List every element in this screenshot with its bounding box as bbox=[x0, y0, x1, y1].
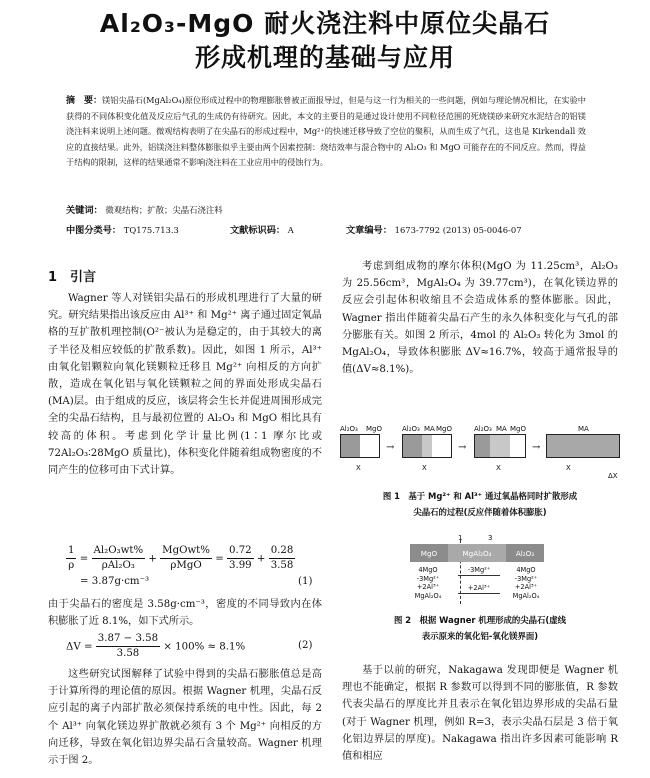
left-column-3 bbox=[48, 666, 322, 769]
doc-value: A bbox=[287, 225, 294, 235]
title-line-1: Al₂O₃-MgO 耐火浇注料中原位尖晶石 bbox=[99, 9, 551, 38]
eq1-v2-num: 0.28 bbox=[269, 544, 296, 559]
eq1-lhs-num: 1 bbox=[66, 544, 76, 559]
eq1-lhs-den: ρ bbox=[68, 560, 75, 571]
eq1-v1-num: 0.72 bbox=[227, 544, 254, 559]
section-heading: 1 引言 bbox=[48, 270, 97, 285]
fig1-label-mgo-3: MgO bbox=[510, 425, 526, 433]
eq2-den: 3.58 bbox=[116, 648, 140, 659]
fig2-top-3: 3 bbox=[488, 534, 493, 542]
fig2-arrow-left bbox=[458, 593, 500, 594]
left-column-2 bbox=[48, 596, 322, 630]
eq1-t2-den: ρMgO bbox=[170, 560, 202, 571]
paragraph-left-2: 由于尖晶石的密度是 3.58g·cm⁻³，密度的不同导致内在体积膨胀了近 8.1%，如下式所示。 bbox=[48, 599, 322, 628]
fig2-text-left: 4MgO -3Mg²⁺ +2Al³⁺ MgAl₂O₄ bbox=[414, 566, 442, 600]
fig2-text-right: 4MgO -3Mg²⁺ +2Al³⁺ MgAl₂O₄ bbox=[512, 566, 540, 600]
abstract-text: 镁铝尖晶石(MgAl₂O₄)原位形成过程中的物理膨胀曾被正面报导过，但是与这一行为相关的一些问题，例如与理论情况相比，在实验中获得的不同体积变化值及反应后气孔的生成仍有待研究。因此，本文的主要目的是通过设计使用不同粒径范围的死烧镁砂来研究水泥结合的铝镁浇注料来说明上述问题。微观结构表明了在尖晶石的形成过程中，Mg²⁺的快速迁移导致了空位的聚积，从而生成了气孔，这也是 Kirkendall 效应的直接结果。此外，铝镁浇注料整体膨胀似乎主要由两个因素控制：烧结效率与混合物中的 Al₂O₃ 和 MgO 可能存在的不同反应。然而，得益于结构的限制，这样的结果通常不影响浇注料在工业应用中的侵蚀行为。 bbox=[66, 95, 586, 167]
left-column bbox=[48, 290, 322, 542]
eq2-lhs: ΔV = bbox=[66, 641, 93, 653]
fig1-label-ma-3: MA bbox=[496, 425, 507, 433]
fig1-label-ma-2: MA bbox=[424, 425, 435, 433]
clc-number bbox=[66, 222, 179, 236]
fig2-top-1: 1 bbox=[458, 534, 463, 542]
fig1-x-4: X bbox=[566, 464, 571, 472]
fig2-cell-al: Al₂O₃ bbox=[506, 544, 544, 562]
keywords-text: 微观结构；扩散；尖晶石浇注料 bbox=[105, 205, 223, 215]
fig1-label-mgo-2: MgO bbox=[436, 425, 452, 433]
paragraph-left-3: 这些研究试图解释了试验中得到的尖晶石膨胀值总是高于计算所得的理论值的原因。根据 Wagner 机理，尖晶石反应引起的离子内部扩散必须保持系统的电中性。因此，每 2 个 Al³⁺ 向氧化镁边界扩散就必须有 3 个 Mg²⁺ 向相反的方向迁移，导致在氧化铝边界尖晶石含量较高。Wagner 机理示于图 2。 bbox=[48, 669, 322, 767]
fig1-label-al2o3-2: Al₂O₃ bbox=[402, 425, 420, 433]
right-column-2 bbox=[342, 662, 618, 765]
fig1-block-4 bbox=[546, 434, 620, 458]
eq1-v2-den: 3.58 bbox=[270, 560, 294, 571]
eq2-number: (2) bbox=[298, 640, 313, 651]
keywords bbox=[66, 202, 223, 216]
fig2-cell-mgo: MgO bbox=[410, 544, 448, 562]
fig1-arrow-2: → bbox=[458, 442, 467, 453]
fig1-caption-line-1: 图 1 基于 Mg²⁺ 和 Al³⁺ 通过氧晶格同时扩散形成 bbox=[382, 491, 578, 501]
eq1-t1-den: ρAl₂O₃ bbox=[101, 560, 135, 571]
eq1-t1-num: Al₂O₃wt% bbox=[92, 544, 146, 559]
abstract bbox=[66, 93, 586, 170]
fig1-block-3 bbox=[474, 434, 526, 458]
figure-2-caption bbox=[342, 612, 618, 644]
figure-1-caption bbox=[342, 488, 618, 520]
right-column bbox=[342, 258, 618, 378]
article-label: 文章编号： bbox=[346, 225, 392, 236]
doc-code bbox=[230, 222, 294, 236]
fig2-text-mid-bot: +2Al³⁺ bbox=[467, 584, 491, 592]
fig1-x-2: X bbox=[422, 464, 427, 472]
equation-1: $\frac{1}{\rho}$ = $\frac{\text{Al₂O₃wt\%}}{\text{ρAl₂O₃}}$ + $\frac{\text{MgOwt\%}}{\text{ρMgO}}$ = $\frac{0.72}{3.99}$ + $\frac{0.28}{3.58}$ bbox=[68, 545, 294, 571]
article-value: 1673-7792 (2013) 05-0046-07 bbox=[394, 225, 522, 235]
fig1-label-mgo-1: MgO bbox=[366, 425, 382, 433]
keywords-label: 关键词： bbox=[66, 205, 103, 216]
title-line-2: 形成机理的基础与应用 bbox=[194, 43, 455, 72]
fig1-label-al2o3-1: Al₂O₃ bbox=[340, 425, 358, 433]
eq2-num: 3.87 − 3.58 bbox=[96, 632, 160, 647]
abstract-label: 摘 要： bbox=[66, 96, 103, 106]
fig2-text-mid-top: -3Mg²⁺ bbox=[467, 566, 491, 574]
equation-2 bbox=[66, 632, 245, 661]
doc-label: 文献标识码： bbox=[230, 225, 286, 236]
paragraph-right-1: 考虑到组成物的摩尔体积(MgO 为 11.25cm³，Al₂O₃ 为 25.56cm³，MgAl₂O₄ 为 39.77cm³)，在氧化镁边界的反应会引起体积收缩且不会造成体系的整体膨胀。因此，Wagner 指出伴随着尖晶石产生的永久体积变化与气孔的部分膨胀有关。如图 2 所示，4mol 的 Al₂O₃ 转化为 3mol 的 MgAl₂O₄，导致体积膨胀 ΔV≈16.7%，较高于通常报导的值(ΔV≈8.1%)。 bbox=[342, 261, 618, 376]
fig1-x-3: X bbox=[496, 464, 501, 472]
fig1-block-1 bbox=[340, 434, 380, 458]
fig1-dx-4: ΔX bbox=[608, 472, 618, 480]
article-number bbox=[346, 222, 522, 236]
fig2-caption-line-1: 图 2 根据 Wagner 机理形成的尖晶石(虚线 bbox=[393, 615, 566, 625]
clc-value: TQ175.713.3 bbox=[123, 225, 179, 235]
paragraph-right-2: 基于以前的研究，Nakagawa 发现即便是 Wagner 机理也不能确定，根据 R 参数可以得到不同的膨胀值，R 参数代表尖晶石的厚度比并且表示在氧化铝边界形成的尖晶石量(对于 Wagner 机理，例如 R=3，表示尖晶石层是 3 倍于氧化铝边界层的厚度)。Nakagawa 指出许多因素可能影响 R 值和相应 bbox=[342, 665, 618, 763]
eq1-number: (1) bbox=[298, 576, 313, 587]
fig1-label-ma-4: MA bbox=[578, 425, 589, 433]
paragraph-left-1: Wagner 等人对镁铝尖晶石的形成机理进行了大量的研究。研究结果指出该反应由 Al³⁺ 和 Mg²⁺ 离子通过固定氧晶格的互扩散机理控制(O²⁻被认为是稳定的，由于其较大的离子半径及相应较低的扩散系数)。因此，如图 1 所示，Al³⁺ 由氧化铝颗粒向氧化镁颗粒迁移且 Mg²⁺ 向相反的方向扩散，造成在氧化铝与氧化镁颗粒之间的界面处形成尖晶石(MA)层。由于组成的反应，该层将会生长并促进周围形成完全的尖晶石结构，且与最初位置的 Al₂O₃ 和 MgO 相比具有较高的体积。考虑到化学计量比例(1∶1 摩尔比或72Al₂O₃∶28MgO 质量比)，体积变化伴随着组成物密度的不同产生的位移可由下式计算。 bbox=[48, 293, 322, 477]
fig1-x-1: X bbox=[356, 464, 361, 472]
fig1-caption-line-2: 尖晶石的过程(反应伴随着体积膨胀) bbox=[413, 507, 547, 517]
fig1-block-2 bbox=[402, 434, 452, 458]
fig2-caption-line-2: 表示原来的氧化铝-氧化镁界面) bbox=[421, 631, 539, 641]
eq2-rest: × 100% ≈ 8.1% bbox=[163, 641, 246, 653]
clc-label: 中图分类号： bbox=[66, 225, 122, 236]
eq1-t2-num: MgOwt% bbox=[160, 544, 212, 559]
eq1-result: = 3.87g·cm⁻³ bbox=[80, 576, 150, 587]
fig1-label-al2o3-3: Al₂O₃ bbox=[474, 425, 492, 433]
fig2-cell-ma: MgAl₂O₄ bbox=[448, 544, 506, 562]
eq1-v1-den: 3.99 bbox=[228, 560, 252, 571]
fig1-arrow-3: → bbox=[532, 442, 541, 453]
fig1-arrow-1: → bbox=[386, 442, 395, 453]
fig2-arrow-right bbox=[458, 575, 500, 576]
